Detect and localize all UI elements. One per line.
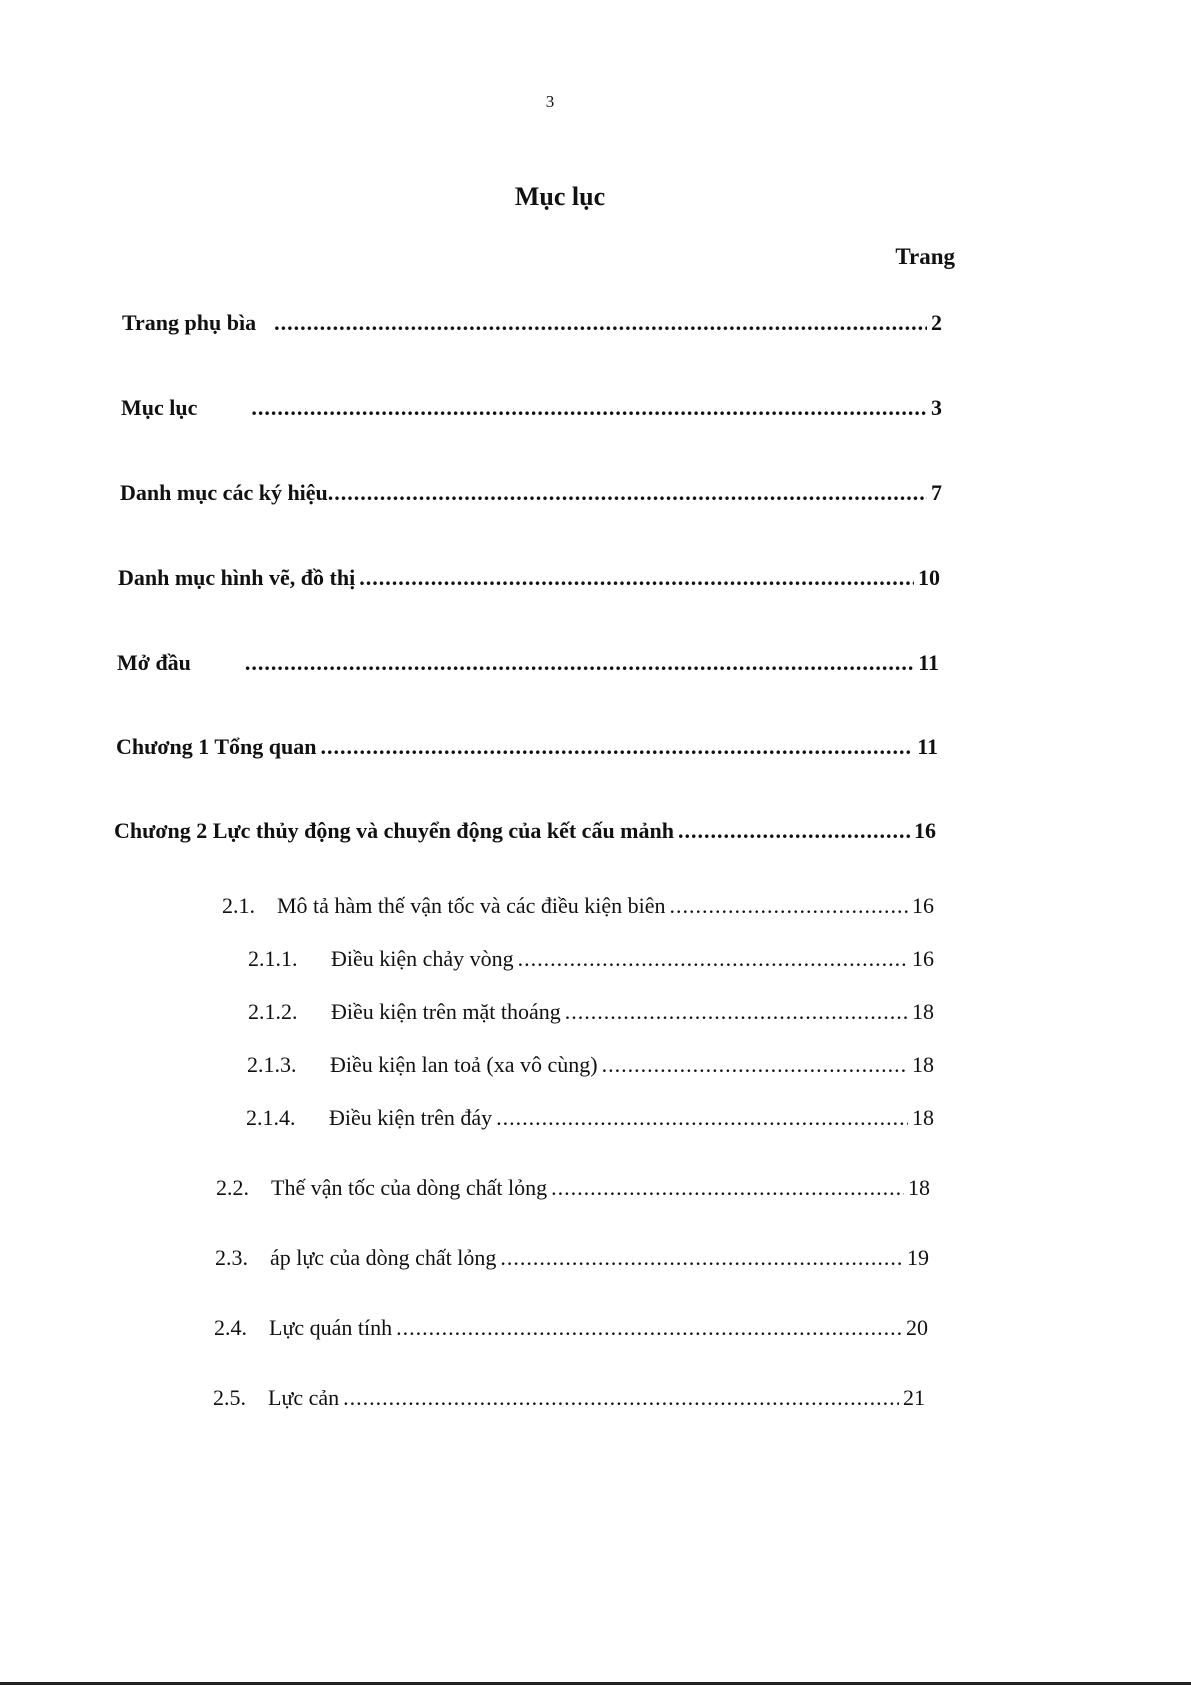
- dot-leader: [496, 1105, 908, 1131]
- toc-entry-page: 11: [917, 734, 938, 759]
- toc-entry-page: 2: [931, 310, 942, 335]
- toc-entry: [216, 1175, 930, 1201]
- dot-leader: [518, 946, 908, 972]
- toc-entry: [122, 310, 942, 336]
- page-number: 3: [545, 92, 555, 111]
- toc-entry-number: 2.3.: [215, 1245, 248, 1270]
- toc-entry: [222, 893, 934, 919]
- dot-leader: [359, 565, 914, 591]
- dot-leader: [565, 999, 908, 1025]
- toc-entry: [248, 946, 934, 972]
- toc-entry-page: 18: [908, 1175, 930, 1200]
- dot-leader: [274, 310, 927, 336]
- toc-entry: [116, 734, 938, 760]
- toc-entry: [120, 480, 942, 506]
- toc-entry-label: Danh mục các ký hiệu: [120, 480, 328, 505]
- page-column-header: Trang: [895, 244, 955, 269]
- toc-entry: [213, 1385, 925, 1411]
- dot-leader: [320, 734, 913, 760]
- toc-entry-number: 2.1.3.: [247, 1052, 297, 1077]
- toc-entry-page: 21: [903, 1385, 925, 1410]
- toc-entry-label: Thế vận tốc của dòng chất lỏng: [271, 1175, 548, 1200]
- toc-entry-label: Điều kiện chảy vòng: [331, 946, 514, 971]
- dot-leader: [670, 893, 908, 919]
- toc-entry-label: Lực cản: [268, 1385, 340, 1410]
- dot-leader: [678, 818, 910, 844]
- dot-leader: [251, 395, 927, 421]
- toc-entry-page: 16: [914, 818, 936, 843]
- toc-entry: [114, 818, 936, 844]
- toc-entry-label: Điều kiện trên đáy: [329, 1105, 493, 1130]
- toc-entry-page: 16: [912, 946, 934, 971]
- toc-entry-label: Mục lục: [121, 395, 198, 420]
- toc-entry-page: 10: [918, 565, 940, 590]
- toc-entry-label: Chương 2 Lực thủy động và chuyển động của kết cấu mảnh: [114, 818, 674, 843]
- toc-entry-page: 20: [906, 1315, 928, 1340]
- toc-entry-page: 18: [912, 1105, 934, 1130]
- toc-entry-page: 18: [912, 999, 934, 1024]
- toc-entry-label: Trang phụ bìa: [122, 310, 257, 335]
- toc-entry: [248, 999, 934, 1025]
- toc-entry: [121, 395, 942, 421]
- toc-entry-number: 2.1.4.: [246, 1105, 296, 1130]
- toc-entry-label: Mở đầu: [117, 650, 191, 675]
- toc-entry-number: 2.2.: [216, 1175, 249, 1200]
- toc-entry-page: 11: [918, 650, 939, 675]
- toc-entry-label: Mô tả hàm thế vận tốc và các điều kiện biên: [277, 893, 666, 918]
- dot-leader: [245, 650, 914, 676]
- toc-entry-number: 2.1.1.: [248, 946, 298, 971]
- dot-leader: [396, 1315, 902, 1341]
- dot-leader: [551, 1175, 904, 1201]
- toc-entry-label: Điều kiện trên mặt thoáng: [331, 999, 561, 1024]
- dot-leader: [343, 1385, 899, 1411]
- toc-entry-number: 2.1.: [222, 893, 255, 918]
- toc-entry-page: 18: [912, 1052, 934, 1077]
- dot-leader: [602, 1052, 908, 1078]
- toc-entry: [247, 1052, 934, 1078]
- dot-leader: [328, 480, 927, 506]
- toc-entry-label: Chương 1 Tổng quan: [116, 734, 317, 759]
- toc-entry-page: 19: [907, 1245, 929, 1270]
- toc-entry-label: áp lực của dòng chất lỏng: [270, 1245, 497, 1270]
- page-title: Mục lục: [514, 182, 606, 211]
- toc-entry-page: 3: [931, 395, 942, 420]
- toc-entry-label: Lực quán tính: [269, 1315, 393, 1340]
- toc-entry-page: 16: [912, 893, 934, 918]
- toc-entry-label: Danh mục hình vẽ, đồ thị: [118, 565, 356, 590]
- toc-entry-number: 2.5.: [213, 1385, 246, 1410]
- toc-entry: [246, 1105, 934, 1131]
- toc-entry: [118, 565, 940, 591]
- toc-entry: [214, 1315, 928, 1341]
- toc-entry-number: 2.1.2.: [248, 999, 298, 1024]
- toc-entry: [117, 650, 939, 676]
- dot-leader: [500, 1245, 903, 1271]
- toc-entry-label: Điều kiện lan toả (xa vô cùng): [330, 1052, 598, 1077]
- toc-entry: [215, 1245, 929, 1271]
- toc-entry-number: 2.4.: [214, 1315, 247, 1340]
- toc-entry-page: 7: [931, 480, 942, 505]
